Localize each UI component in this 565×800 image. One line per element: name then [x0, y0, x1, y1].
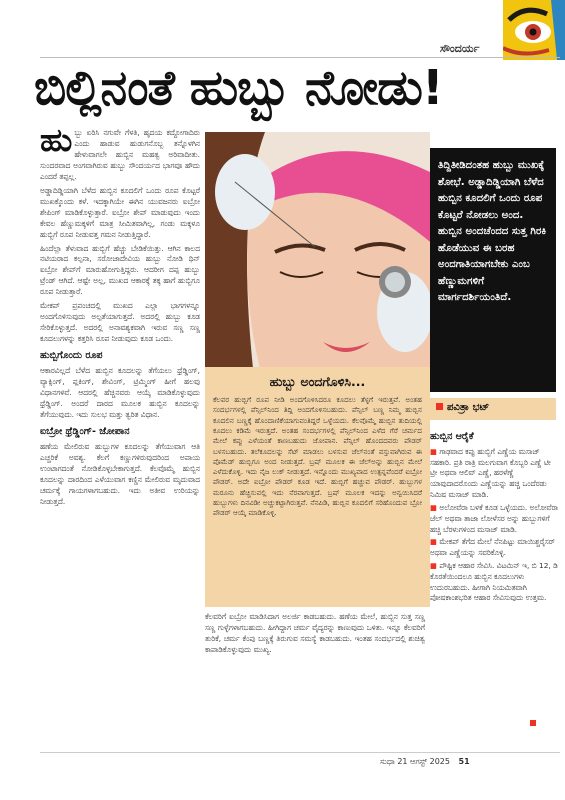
author-name: ಪವಿತ್ರಾ ಭಟ್ — [447, 402, 490, 413]
author-byline — [430, 398, 556, 420]
subheading: ಹುಬ್ಬಿಗೊಂದು ರೂಪ — [40, 350, 103, 362]
footer-issue: ಸುಧಾ 21 ಆಗಸ್ಟ್ 2025 — [380, 757, 450, 766]
magazine-logo — [503, 0, 565, 60]
footer-divider — [40, 752, 560, 753]
eyebrow-care-title: ಹುಬ್ಬಿನ ಆರೈಕೆ — [430, 431, 474, 442]
paragraph: ಮೇಕಪ್ ಪ್ರಪಂಚದಲ್ಲಿ ಮುಖದ ಎಲ್ಲಾ ಭಾಗಗಳನ್ನೂ ಅಂದಗೊಳಿಸುವುದು ಅಲ್ಪತೆಯಾಗುತ್ತದೆ. ಅದರಲ್ಲಿ ಹುಬ್ಬು ಕೂಡ ಸೇರಿಕೊಳ್ಳುತ್ತದೆ. ಅದರಲ್ಲಿ ಅನಾವಶ್ಯಕವಾಗಿ ಇರುವ ಸಣ್ಣ ಸಣ್ಣ ಕೂದಲುಗಳನ್ನು ಕತ್ತರಿಸಿ ರೂಪ ನೀಡುವುದು ಕೂಡ ಒಂದು. — [40, 301, 200, 344]
bullet-icon: ■ — [430, 537, 437, 547]
list-item — [430, 447, 560, 501]
page-title: ಬಿಲ್ಲಿನಂತೆ ಹುಬ್ಬು ನೋಡು! — [34, 60, 443, 116]
column-left — [40, 121, 200, 511]
bullet-icon: ■ — [430, 446, 437, 456]
paragraph: ಕೆಲವರಿಗೆ ಐಬ್ರೋ ಮಾಡಿಸಿದಾಗ ಅಲರ್ಜಿ ಕಾಡಬಹುದು. ಹಣೆಯ ಮೇಲೆ, ಹುಬ್ಬಿನ ಸುತ್ತ ಸಣ್ಣ ಸಣ್ಣ ಗುಳ್ಳೆಗಳಾಗಬಹುದು. ಹೀಗಿದ್ದಾಗ ಚರ್ಮ ವೈದ್ಯರನ್ನು ಕಾಣುವುದು ಒಳಿತು. ಇನ್ನೂ ಕೆಲವರಿಗೆ ತುರಿಕೆ, ಚರ್ಮ ಕೆಂಪು ಬಣ್ಣಕ್ಕೆ ತಿರುಗುವ ಸಮಸ್ಯೆ ಕಾಡಬಹುದು. ಇಂತಹ ಸಂದರ್ಭದಲ್ಲಿ ಶುಚಿತ್ವ ಕಾಪಾಡಿಕೊಳ್ಳುವುದು ಮುಖ್ಯ. — [205, 612, 425, 654]
paragraph: ಹಣೆಯ ಮೇಲಿರುವ ಹುಬ್ಬುಗಳ ಕೂದಲನ್ನು ತೆಗೆಯುವಾಗ ಆತಿ ಎಚ್ಚರಿಕೆ ಅವಶ್ಯ. ಕೆಲಗೆ ಕಣ್ಣುಗಳಿರುವುದರಿಂದ ಅಪಾಯ ಉಂಟಾಗದಂತೆ ನೋಡಿಕೊಳ್ಳಬೇಕಾಗುತ್ತದೆ. ಕೆಲವೊಮ್ಮೆ ಹುಬ್ಬಿನ ಕೂದಲನ್ನು ದಾರದಿಂದ ಎಳೆಯುವಾಗ ಕಣ್ಣಿನ ಮೇಲಿರುವ ಮೃದುವಾದ ಚರ್ಮಕ್ಕೆ ಗಾಯಗಳಾಗಬಹುದು. ಇದು ಅತೀವ ಉರಿಯನ್ನು ನೀಡುತ್ತದೆ. — [40, 441, 200, 506]
list-item-text: ಪೌಷ್ಟಿಕ ಆಹಾರ ಸೇವಿಸಿ. ವಿಟಮಿನ್ ಇ, ಬಿ 12, ಡಿ ಕೊರತೆಯಿಂದಲೂ ಹುಬ್ಬಿನ ಕೂದಲುಗಳು ಉದುರಬಹುದು. ಹೀಗಾಗಿ ನಿಯಮಿತವಾಗಿ ಪೋಷಕಾಂಶಭರಿತ ಆಹಾರ ಸೇವಿಸುವುದು ಉತ್ತಮ. — [430, 560, 558, 603]
page-number: 51 — [458, 757, 470, 766]
page-footer — [380, 757, 470, 767]
list-item-text: ಮೇಕಪ್ ತೆಗೆದ ಮೇಲೆ ನೆನಪಿಟ್ಟು ಮಾಯಿಶ್ಚರೈಸರ್ ಅಥವಾ ಎಣ್ಣೆಯನ್ನು ಸವರಿಕೊಳ್ಳಿ. — [430, 537, 555, 558]
tips-box — [205, 367, 430, 607]
column-middle — [205, 612, 425, 659]
paragraph: ಅಡ್ಡಾದಿಡ್ಡಿಯಾಗಿ ಬೆಳೆದ ಹುಬ್ಬಿನ ಕೂದಲಿಗೆ ಒಂದು ರೂಪ ಕೊಟ್ಟರೆ ಮುಖಕ್ಕೊಂದು ಕಳೆ. ಇದಕ್ಕಾಗಿಯೇ ಈಗಿನ ಯುವಜನರು ಐಬ್ರೋ ಶೇಪಿಂಗ್ ಮಾಡಿಕೊಳ್ಳುತ್ತಾರೆ. ಐಬ್ರೋ ಶೇಪ್ ಮಾಡುವುದು ಇಂದು ಕೇವಲ ಹೆಣ್ಣುಮಕ್ಕಳಿಗೆ ಮಾತ್ರ ಸೀಮಿತವಾಗಿಲ್ಲ, ಗಂಡು ಮಕ್ಕಳೂ ಹುಬ್ಬಿಗೆ ರೂಪ ನೀಡುವತ್ತ ಗಮನ ನೀಡುತ್ತಿದ್ದಾರೆ. — [40, 185, 200, 239]
list-item — [430, 537, 560, 559]
eyebrow-care-section — [430, 430, 560, 606]
list-item — [430, 561, 560, 604]
list-item-text: ಗಾಢವಾದ ಕಪ್ಪು ಹುಬ್ಬಿಗೆ ಎಣ್ಣೆಯ ಮಸಾಜ್ ಸಹಕಾರಿ. ಪ್ರತಿ ರಾತ್ರಿ ಮಲಗುವಾಗ ಕೊಬ್ಬರಿ ಎಣ್ಣೆ ಟೀ ಟ್ರೀ ಅಥವಾ ಆಲಿವ್ ಎಣ್ಣೆ, ಹರಳೆಣ್ಣೆ ಯಾವುದಾದರೊಂದು ಎಣ್ಣೆಯನ್ನು ಹಚ್ಚಿ ಒಂದೆರಡು ನಿಮಿಷ ಮಸಾಜ್ ಮಾಡಿ. — [430, 446, 551, 500]
paragraph: ಹಿಂದೆಲ್ಲಾ ತೆಳುವಾದ ಹುಬ್ಬಿಗೆ ಹೆಚ್ಚು ಬೇಡಿಕೆಯಿತ್ತು. ಆಗಿನ ಕಾಲದ ನಟಿಯರಾದ ಕಲ್ಪನಾ, ಸರೋಜಾದೇವಿಯ ಹುಬ್ಬು ನೋಡಿ ಥಿನ್ ಐಬ್ರೋ ಶೇಪ್‌ಗೆ ಮಾರುಹೋಗುತ್ತಿದ್ದರು. ಆದರೀಗ ದಪ್ಪ ಹುಬ್ಬು ಟ್ರೆಂಡ್ ಆಗಿದೆ. ಆಷ್ಟೇ ಅಲ್ಲ, ಮುಖದ ಆಕಾರಕ್ಕೆ ತಕ್ಕ ಹಾಗೆ ಹುಬ್ಬಿಗೂ ರೂಪ ನೀಡುತ್ತಾರೆ. — [40, 243, 200, 297]
section-label: ಸೌಂದರ್ಯ — [440, 42, 480, 55]
paragraph: ಬ್ಬು ಏರಿಸಿ ನಗುವೇ ಗೆಳತಿ, ಹೃದಯ ಕದ್ದೋಗಾದಿರು ಎಂದು ಹಾಡುವ ಹುಡುಗನೊಬ್ಬ ತನ್ನೊಳಗಿನ ಹೇಳುವಾಗಲೇ ಹುಬ್ಬಿನ ಮಹತ್ವ ಅರಿವಾದೀತು. ಸುಂದರವಾದ ಅಂಗವಾಗಿರುವ ಹುಬ್ಬು ಸೌಂದರ್ಯದ ಭಾಗವೂ ಹೌದು ಎಂದರೆ ತಪ್ಪಲ್ಲ. — [40, 128, 200, 181]
dropcap: ಹು — [40, 121, 73, 159]
list-item-text: ಅಲೋವೆರಾ ಬಳಕೆ ಕೂಡ ಒಳ್ಳೆಯದು. ಅಲೋವೆರಾ ಜೆಲ್ ಅಥವಾ ತಾಜಾ ಲೋಳೆಸರ ಅನ್ನು ಹುಬ್ಬುಗಳಿಗೆ ಹಚ್ಚಿ ಬೆರಳುಗಳಿಂದ ಮಸಾಜ್ ಮಾಡಿ. — [430, 502, 558, 534]
tips-box-text: ಕೆಲವರ ಹುಬ್ಬಿಗೆ ರೂಪ ನೀಡಿ ಅಂದಗೊಳಿಸಿದರೂ ಕೂದಲು ತೆಳ್ಳಗೆ ಇರುತ್ತವೆ. ಅಂತಹ ಸಂದರ್ಭಗಳಲ್ಲಿ ಪೆನ್ಸಿಲ್‌ನಿಂದ ತಿದ್ದಿ ಅಂದಗೊಳಿಸಬಹುದು. ಪೆನ್ಸಿಲ್ ಬಣ್ಣ ನಿಮ್ಮ ಹುಬ್ಬಿನ ಕೂದಲಿನ ಬಣ್ಣಕ್ಕೆ ಹೊಂದಾಣಿಕೆಯಾಗುವಂತಿದ್ದರೆ ಒಳ್ಳೆಯದು. ಕೆಲವೊಮ್ಮೆ ಹುಬ್ಬಿನ ತುದಿಯಲ್ಲಿ ಕೂದಲು ಕಡಿಮೆ ಇರುತ್ತದೆ. ಅಂತಹ ಸಂದರ್ಭಗಳಲ್ಲಿ ಪೆನ್ಸಿಲ್‌ನಿಂದ ಎಳೆದ ಗೆರೆ ಚರ್ಮದ ಮೇಲೆ ಕಪ್ಪು ಎಳೆಯಂತೆ ಕಾಣಬಹುದು ಜೋಪಾನ. ಪೆನ್ಸಿಲ್ ಹೊಂದದವರು ಪೌಡರ್ ಬಳಸಬಹುದು. ತಲೆಕೂದಲನ್ನು ಸೆಟ್ ಮಾಡಲು ಬಳಸುವ ಜೆಲ್‌ನಂತೆ ವಸ್ತುವಾಗಿರುವ ಈ ಪೊಮೆಡ್ ಹುಬ್ಬಿಗೂ ಅಂದ ನೀಡುತ್ತದೆ. ಬ್ರಷ್ ಮೂಲಕ ಈ ಜೆಲ್‌ಅನ್ನು ಹುಬ್ಬಿನ ಮೇಲೆ ಎಳೆದುಕೊಳ್ಳಿ. ಇದು ನೈಜ ಲುಕ್ ನೀಡುತ್ತದೆ. ಇನ್ನೊಂದು ಮುಖ್ಯವಾದ ಉತ್ಪನ್ನವೆಂದರೆ ಐಬ್ರೋ ಪೌಡರ್. ಅದೇ ಐಬ್ರೋ ಪೌಡರ್ ಕೂಡ ಇದೆ. ಹುಬ್ಬಿಗೆ ಹಚ್ಚುವ ಪೌಡರ್. ಹುಬ್ಬುಗಳ ಮರೂನು ಹೆಚ್ಚಿಸುವಲ್ಲಿ ಇದು ನೆರವಾಗುತ್ತದೆ. ಬ್ರಷ್ ಮೂಲಕ ಇದನ್ನು ಅನ್ವಯಿಸಿದರೆ ಹುಬ್ಬುಗಳು ದಿನವಿಡೀ ಅಚ್ಚುಕಟ್ಟಾಗಿರುತ್ತವೆ. ನೆನಪಿಡಿ, ಹುಬ್ಬಿನ ಕೂದಲಿಗೆ ಸರಿಹೊಂದುವ ಬ್ರೋ ಪೌಡರ್ ಆಯ್ಕೆ ಮಾಡಿಕೊಳ್ಳಿ. — [213, 395, 422, 518]
paragraph: ಆಕಾರವಿಲ್ಲದೆ ಬೆಳೆದ ಹುಬ್ಬಿನ ಕೂದಲನ್ನು ತೆಗೆಯಲು ಥ್ರೆಡ್ಡಿಂಗ್, ವ್ಯಾಕ್ಸಿಂಗ್, ಪ್ಲಕಿಂಗ್, ಶೇವಿಂಗ್, ಟ್ರಿಮ್ಮಿಂಗ್ ಹೀಗೆ ಹಲವು ವಿಧಾನಗಳಿವೆ. ಆದರಲ್ಲಿ ಹೆಚ್ಚಿನವರು ಆಯ್ಕೆ ಮಾಡಿಕೊಳ್ಳುವುದು ಥ್ರೆಡ್ಡಿಂಗ್. ಅಂದರೆ ದಾರದ ಮೂಲಕ ಹುಬ್ಬಿನ ಕೂದಲನ್ನು ತೆಗೆಯುವುದು. ಇದು ಸುಲಭ ಮತ್ತು ತ್ವರಿತ ವಿಧಾನ. — [40, 366, 200, 419]
end-mark-icon — [530, 720, 536, 726]
subheading: ಐಬ್ರೋ ಥ್ರೆಡ್ಡಿಂಗ್- ಜೋಪಾನ — [40, 425, 130, 437]
header-divider — [40, 57, 560, 58]
tips-box-title: ಹುಬ್ಬು ಅಂದಗೊಳಿಸಿ... — [269, 374, 366, 389]
bullet-icon: ■ — [430, 502, 437, 512]
bullet-icon: ■ — [430, 560, 437, 570]
red-square-icon — [436, 403, 443, 410]
list-item — [430, 503, 560, 535]
eyebrow-threading-photo — [205, 132, 430, 387]
highlight-quote: ತಿದ್ದಿತೀಡಿದಂತಹ ಹುಬ್ಬು ಮುಖಕ್ಕೆ ಶೋಭೆ. ಅಡ್ಡಾದಿಡ್ಡಿಯಾಗಿ ಬೆಳೆದ ಹುಬ್ಬಿನ ಕೂದಲಿಗೆ ಒಂದು ರೂಪ ಕೊಟ್ಟರೆ ನೋಡಲು ಅಂದ. ಹುಬ್ಬಿನ ಅಂದಚೆಂದದ ಸುತ್ತ ಗಿರಕಿ ಹೊಡೆಯುವ ಈ ಬರಹ ಅಂದಗಾತಿಯಾಗಬೇಕು ಎಂಬ ಹೆಣ್ಣುಮಗಳಿಗೆ ಮಾರ್ಗದರ್ಶಿಯಂತಿದೆ. — [430, 148, 556, 392]
